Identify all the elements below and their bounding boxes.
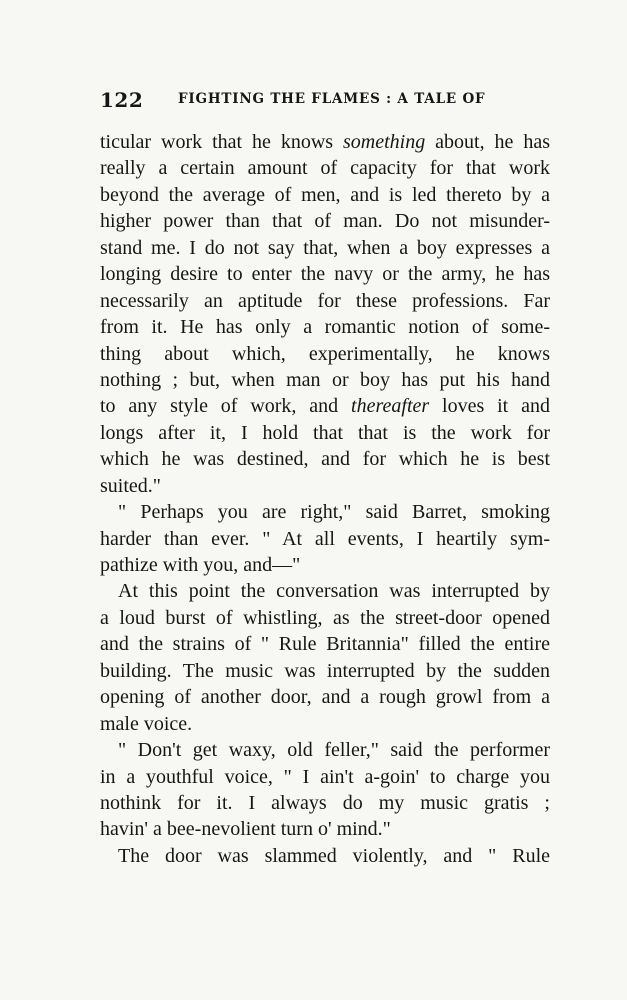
text-line-segment: a loud burst of whistling, as the street-door opened: [100, 606, 550, 629]
text-line: [100, 552, 550, 578]
text-line: [100, 420, 550, 446]
page-number: 122: [100, 88, 144, 112]
text-line-segment: and the strains of " Rule Britannia" filled the entire: [100, 633, 550, 656]
body-text: [100, 129, 550, 869]
text-line-segment: " Perhaps you are right," said Barret, smoking: [118, 501, 550, 524]
text-line: [100, 711, 550, 737]
text-line: [100, 208, 550, 234]
text-line: [100, 155, 550, 181]
text-line: [100, 261, 550, 287]
text-line-segment: loves it and: [429, 395, 550, 418]
text-line-segment: about, he has: [425, 131, 550, 153]
text-line-segment: which he was destined, and for which he is best: [100, 448, 550, 471]
italic-text: thereafter: [351, 395, 430, 418]
text-line: [100, 341, 550, 367]
page-header: [100, 88, 545, 112]
text-line-segment: harder than ever. " At all events, I heartily sym-: [100, 527, 550, 550]
text-line-segment: nothing ; but, when man or boy has put his hand: [100, 368, 550, 391]
text-line-segment: At this point the conversation was interrupted by: [118, 580, 550, 603]
text-line-segment: in a youthful voice, " I ain't a-goin' to charge you: [100, 765, 550, 788]
text-line: [100, 314, 550, 340]
text-line: [100, 499, 550, 525]
text-line-segment: " Don't get waxy, old feller," said the performer: [118, 739, 550, 762]
text-line: [100, 393, 550, 419]
text-line: [100, 288, 550, 314]
text-line: [100, 658, 550, 684]
text-line-segment: ticular work that he knows: [100, 131, 343, 153]
text-line-segment: male voice.: [100, 712, 193, 735]
text-line-segment: necessarily an aptitude for these professions. Far: [100, 289, 550, 312]
running-head: FIGHTING THE FLAMES : A TALE OF: [178, 91, 486, 107]
text-line: [100, 790, 550, 816]
text-line: [100, 182, 550, 208]
text-line: [100, 816, 550, 842]
text-line-segment: havin' a bee-nevolient turn o' mind.": [100, 818, 391, 841]
text-line-segment: opening of another door, and a rough growl from a: [100, 686, 550, 709]
text-line: [100, 605, 550, 631]
text-line-segment: higher power than that of man. Do not misunder-: [100, 210, 550, 233]
text-line-segment: really a certain amount of capacity for that work: [100, 157, 550, 180]
italic-text: something: [342, 131, 426, 153]
text-line-segment: to any style of work, and: [100, 395, 352, 418]
text-line: [100, 764, 550, 790]
text-line: [100, 235, 550, 261]
text-line-segment: pathize with you, and—": [100, 554, 301, 576]
text-line-segment: The door was slammed violently, and " Rule: [118, 844, 550, 867]
text-line: [100, 578, 550, 604]
text-line-segment: from it. He has only a romantic notion of some-: [100, 316, 550, 339]
text-line: [100, 446, 550, 472]
text-line-segment: stand me. I do not say that, when a boy expresses a: [100, 236, 550, 259]
text-line-segment: suited.": [100, 474, 161, 497]
text-line-segment: thing about which, experimentally, he knows: [100, 342, 550, 365]
text-line: [100, 473, 550, 499]
text-line: [100, 843, 550, 869]
text-line-segment: longing desire to enter the navy or the army, he has: [100, 263, 550, 286]
text-line-segment: longs after it, I hold that that is the work for: [100, 421, 550, 444]
text-line-segment: beyond the average of men, and is led thereto by a: [100, 183, 550, 206]
text-line: [100, 129, 550, 155]
text-line-segment: building. The music was interrupted by the sudden: [100, 659, 550, 682]
text-line: [100, 526, 550, 552]
text-line: [100, 631, 550, 657]
text-line: [100, 684, 550, 710]
text-line: [100, 737, 550, 763]
text-line-segment: nothink for it. I always do my music gratis ;: [100, 791, 550, 814]
text-line: [100, 367, 550, 393]
